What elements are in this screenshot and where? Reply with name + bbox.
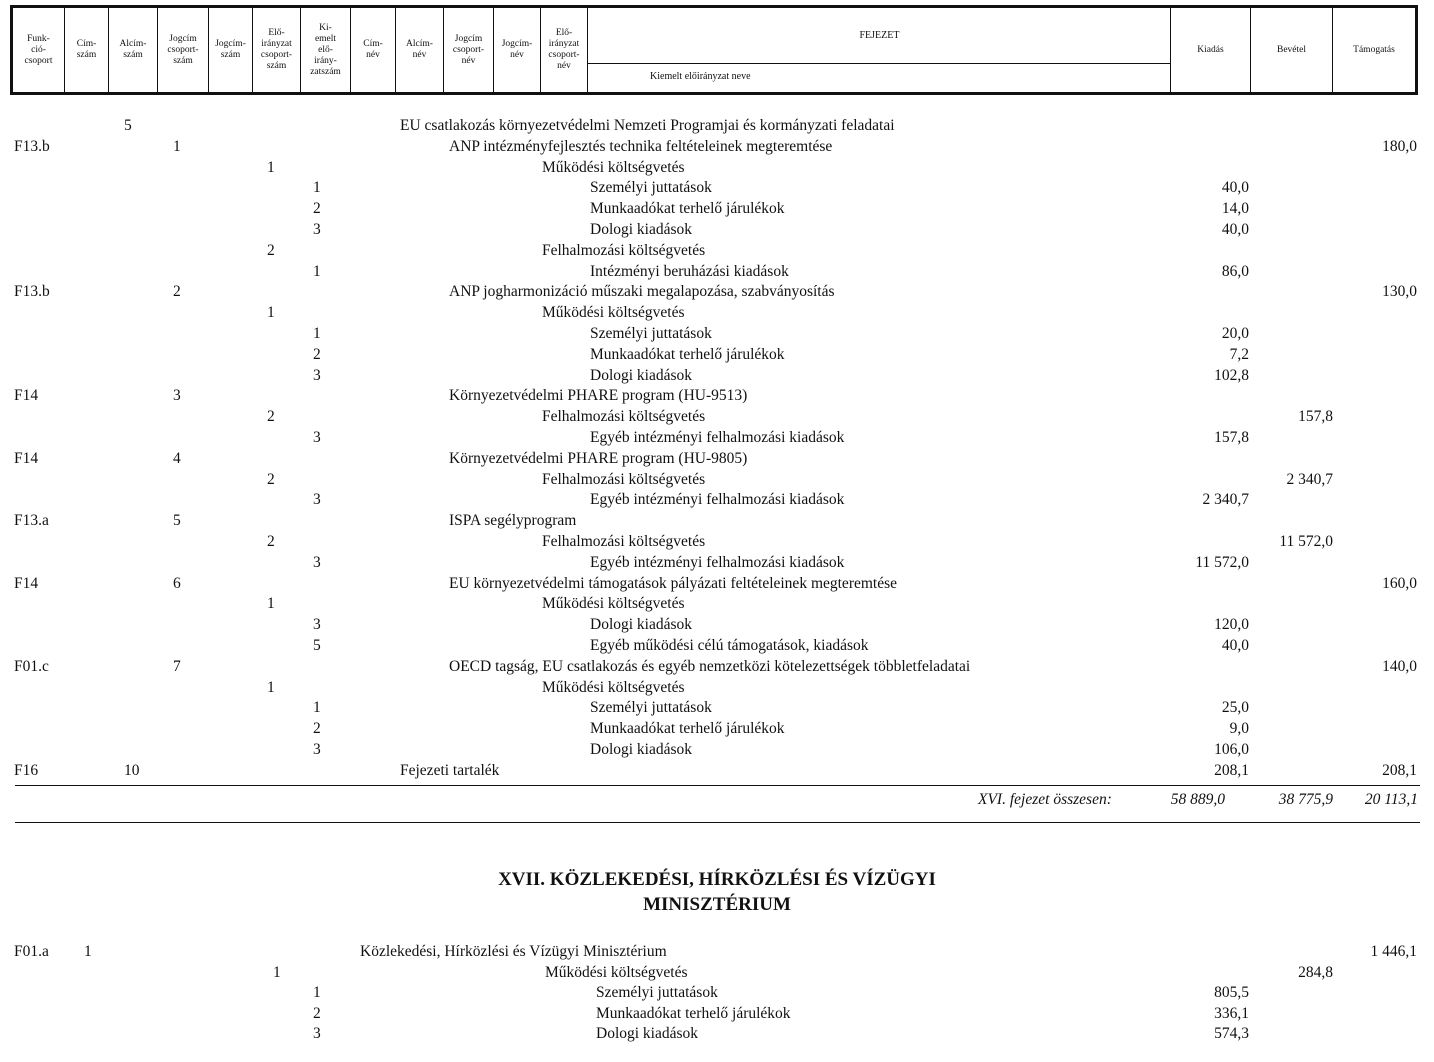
row-kiadas: 40,0 <box>1221 179 1249 197</box>
row-kiemelt-eloiranyzat-szam: 3 <box>313 553 321 571</box>
row-name: Személyi juttatások <box>596 984 718 1002</box>
row-name: Dologi kiadások <box>590 221 693 238</box>
row-kiemelt-eloiranyzat-szam: 1 <box>313 984 321 1002</box>
row-name: Munkaadókat terhelő járulékok <box>590 345 785 363</box>
row-kiadas: 9,0 <box>1229 720 1249 738</box>
row-name: Dologi kiadások <box>590 616 693 634</box>
header-jogcim-csoport-nev: Jogcím csoport- név <box>444 8 494 92</box>
row-name: EU környezetvédelmi támogatások pályázati feltételeinek megteremtése <box>449 574 898 592</box>
row-kiemelt-eloiranyzat-szam: 1 <box>313 179 321 197</box>
row-kiadas: 2 340,7 <box>1202 491 1249 509</box>
row-kiemelt-eloiranyzat-szam: 2 <box>313 345 321 363</box>
row-cim-szam: 1 <box>84 943 92 960</box>
row-name: Felhalmozási költségvetés <box>542 241 706 259</box>
row-name: Egyéb intézményi felhalmozási kiadások <box>590 429 845 446</box>
row-kiemelt-eloiranyzat-szam: 3 <box>313 366 321 384</box>
row-tamogatas: 160,0 <box>1382 574 1417 592</box>
row-name: Munkaadókat terhelő járulékok <box>596 1004 791 1022</box>
row-eloiranyzat-csoport-szam: 2 <box>267 241 275 259</box>
row-name: Dologi kiadások <box>596 1025 699 1043</box>
row-eloiranyzat-csoport-szam: 1 <box>267 158 275 176</box>
section-title-line1: XVII. KÖZLEKEDÉSI, HÍRKÖZLÉSI ÉS VÍZÜGYI <box>498 869 936 890</box>
row-eloiranyzat-csoport-szam: 1 <box>267 678 275 696</box>
row-kiadas: 805,5 <box>1214 984 1249 1002</box>
row-name: ANP intézményfejlesztés technika feltételeinek megteremtése <box>449 137 833 155</box>
header-fejezet: FEJEZET <box>859 30 900 41</box>
header-fejezet-divider <box>588 63 1171 64</box>
header-funkcio-csoport: Funk- ció- csoport <box>13 8 65 92</box>
row-funkcio-csoport: F01.a <box>14 943 49 960</box>
total-kiadas: 58 889,0 <box>1170 791 1225 808</box>
row-name: Személyi juttatások <box>590 179 712 197</box>
row-kiemelt-eloiranyzat-szam: 2 <box>313 200 321 218</box>
row-kiemelt-eloiranyzat-szam: 2 <box>313 1004 321 1022</box>
row-funkcio-csoport: F01.c <box>14 657 49 675</box>
row-name: Felhalmozási költségvetés <box>542 470 706 488</box>
row-name: Működési költségvetés <box>542 158 685 176</box>
header-alcim-nev: Alcím- név <box>396 8 444 92</box>
row-jogcim-csoport-szam: 6 <box>173 574 181 592</box>
row-kiadas: 574,3 <box>1214 1025 1249 1043</box>
table-header <box>10 5 1418 95</box>
row-funkcio-csoport: F14 <box>14 449 39 467</box>
section-title-line2: MINISZTÉRIUM <box>643 894 791 915</box>
row-eloiranyzat-csoport-szam: 2 <box>267 533 275 550</box>
row-kiemelt-eloiranyzat-szam: 3 <box>313 491 321 509</box>
row-kiemelt-eloiranyzat-szam: 1 <box>313 325 321 342</box>
row-name: Környezetvédelmi PHARE program (HU-9805) <box>449 449 748 467</box>
row-name: Intézményi beruházási kiadások <box>590 262 789 280</box>
row-kiadas: 157,8 <box>1214 429 1249 446</box>
header-kiadas: Kiadás <box>1171 8 1251 92</box>
row-jogcim-csoport-szam: 2 <box>173 283 181 301</box>
total-rule-bottom <box>15 822 1420 823</box>
total-label: XVI. fejezet összesen: <box>978 791 1112 808</box>
row-name: Munkaadókat terhelő járulékok <box>590 200 785 218</box>
row-bevetel: 284,8 <box>1298 963 1333 981</box>
total-rule-top <box>15 785 1420 786</box>
row-tamogatas: 208,1 <box>1382 761 1417 779</box>
header-cim-szam: Cím- szám <box>65 8 109 92</box>
row-kiadas: 14,0 <box>1221 200 1249 218</box>
row-kiemelt-eloiranyzat-szam: 3 <box>313 429 321 446</box>
header-bevetel: Bevétel <box>1251 8 1333 92</box>
header-cim-nev: Cím- név <box>351 8 396 92</box>
row-name: Munkaadókat terhelő járulékok <box>590 720 785 738</box>
row-kiemelt-eloiranyzat-szam: 1 <box>313 262 321 280</box>
row-funkcio-csoport: F13.b <box>14 137 50 155</box>
row-name: Felhalmozási költségvetés <box>542 533 706 550</box>
row-kiadas: 11 572,0 <box>1195 553 1249 571</box>
total-tamogatas: 20 113,1 <box>1364 791 1418 808</box>
row-name: Egyéb intézményi felhalmozási kiadások <box>590 553 845 571</box>
header-eloiranyzat-csoport-szam: Elő- irányzat csoport- szám <box>253 8 301 92</box>
row-tamogatas: 140,0 <box>1382 657 1417 675</box>
row-kiadas: 7,2 <box>1229 345 1249 363</box>
row-kiadas: 20,0 <box>1221 325 1249 342</box>
row-name: Egyéb működési célú támogatások, kiadások <box>590 637 869 654</box>
header-alcim-szam: Alcím- szám <box>109 8 158 92</box>
row-jogcim-csoport-szam: 5 <box>173 512 181 530</box>
row-kiemelt-eloiranyzat-szam: 2 <box>313 720 321 738</box>
row-alcim-szam: 5 <box>124 117 132 134</box>
row-eloiranyzat-csoport-szam: 1 <box>267 304 275 322</box>
row-kiadas: 336,1 <box>1214 1004 1249 1022</box>
row-kiemelt-eloiranyzat-szam: 1 <box>313 699 321 717</box>
row-name: Közlekedési, Hírközlési és Vízügyi Minisztérium <box>360 943 667 960</box>
row-kiadas: 86,0 <box>1221 262 1249 280</box>
row-kiadas: 208,1 <box>1214 761 1249 779</box>
row-funkcio-csoport: F14 <box>14 387 39 405</box>
row-kiemelt-eloiranyzat-szam: 3 <box>313 616 321 634</box>
row-tamogatas: 130,0 <box>1382 283 1417 301</box>
header-jogcim-csoport-szam: Jogcím csoport- szám <box>158 8 209 92</box>
row-name: Működési költségvetés <box>542 304 685 322</box>
header-tamogatas: Támogatás <box>1353 44 1395 55</box>
row-kiadas: 102,8 <box>1214 366 1249 384</box>
header-kiemelt-eloiranyzat-neve: Kiemelt előirányzat neve <box>650 71 751 82</box>
row-funkcio-csoport: F16 <box>14 761 39 779</box>
row-name: OECD tagság, EU csatlakozás és egyéb nemzetközi kötelezettségek többletfeladatai <box>449 657 971 675</box>
row-tamogatas: 180,0 <box>1382 137 1417 155</box>
row-name: Személyi juttatások <box>590 699 712 717</box>
row-funkcio-csoport: F13.a <box>14 512 49 530</box>
row-funkcio-csoport: F13.b <box>14 283 50 301</box>
row-jogcim-csoport-szam: 4 <box>173 449 181 467</box>
header-eloiranyzat-csoport-nev: Elő- irányzat csoport- név <box>541 8 588 92</box>
row-eloiranyzat-csoport-szam: 1 <box>267 595 275 613</box>
row-kiadas: 106,0 <box>1214 741 1249 758</box>
row-kiadas: 120,0 <box>1214 616 1249 634</box>
row-eloiranyzat-csoport-szam: 1 <box>273 963 281 981</box>
row-name: ISPA segélyprogram <box>449 512 577 530</box>
row-alcim-szam: 10 <box>124 761 140 779</box>
row-name: Környezetvédelmi PHARE program (HU-9513) <box>449 387 748 405</box>
row-eloiranyzat-csoport-szam: 2 <box>267 408 275 426</box>
row-bevetel: 2 340,7 <box>1286 470 1333 488</box>
row-funkcio-csoport: F14 <box>14 574 39 592</box>
row-name: Dologi kiadások <box>590 741 693 758</box>
row-kiemelt-eloiranyzat-szam: 3 <box>313 741 321 758</box>
row-name: Személyi juttatások <box>590 325 712 342</box>
row-kiadas: 40,0 <box>1221 221 1249 238</box>
row-name: Működési költségvetés <box>542 678 685 696</box>
row-name: Egyéb intézményi felhalmozási kiadások <box>590 491 845 509</box>
row-name: Fejezeti tartalék <box>400 761 500 779</box>
row-kiemelt-eloiranyzat-szam: 5 <box>313 637 321 654</box>
row-eloiranyzat-csoport-szam: 2 <box>267 470 275 488</box>
row-jogcim-csoport-szam: 1 <box>173 137 181 155</box>
row-name: Dologi kiadások <box>590 366 693 384</box>
row-jogcim-csoport-szam: 7 <box>173 657 181 675</box>
row-kiadas: 40,0 <box>1221 637 1249 654</box>
row-bevetel: 157,8 <box>1298 408 1333 426</box>
total-bevetel: 38 775,9 <box>1278 791 1333 808</box>
row-kiadas: 25,0 <box>1221 699 1249 717</box>
row-kiemelt-eloiranyzat-szam: 3 <box>313 221 321 238</box>
row-name: EU csatlakozás környezetvédelmi Nemzeti Programjai és kormányzati feladatai <box>400 117 895 134</box>
row-name: Működési költségvetés <box>545 963 688 981</box>
header-kiemelt-eloiranyzat-szam: Ki- emelt elő- irány- zatszám <box>301 8 351 92</box>
header-jogcim-nev: Jogcím- név <box>494 8 541 92</box>
row-kiemelt-eloiranyzat-szam: 3 <box>313 1025 321 1043</box>
row-name: Működési költségvetés <box>542 595 685 613</box>
row-tamogatas: 1 446,1 <box>1370 943 1417 960</box>
header-jogcim-szam: Jogcím- szám <box>209 8 253 92</box>
row-bevetel: 11 572,0 <box>1279 533 1333 550</box>
row-name: Felhalmozási költségvetés <box>542 408 706 426</box>
row-name: ANP jogharmonizáció műszaki megalapozása, szabványosítás <box>449 283 835 301</box>
row-jogcim-csoport-szam: 3 <box>173 387 181 405</box>
